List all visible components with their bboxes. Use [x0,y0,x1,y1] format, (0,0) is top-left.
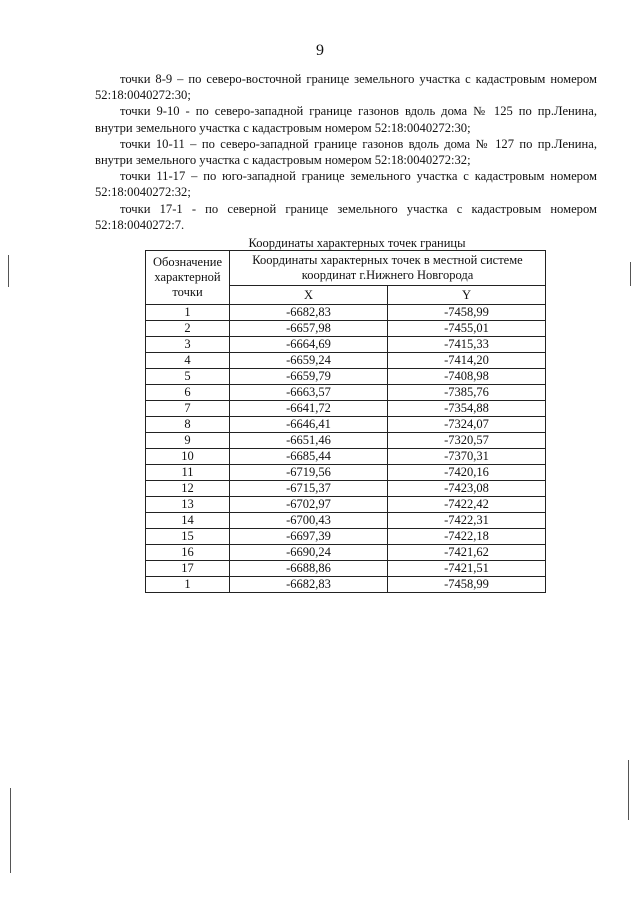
table-row [146,305,546,321]
y-cell: -7420,16 [387,465,545,481]
x-cell: -6688,86 [230,561,388,577]
x-cell: -6659,24 [230,353,388,369]
left-margin-mark [8,255,9,287]
point-cell: 14 [146,513,230,529]
y-cell: -7370,31 [387,449,545,465]
y-cell: -7354,88 [387,401,545,417]
y-cell: -7385,76 [387,385,545,401]
y-cell: -7422,42 [387,497,545,513]
table-row [146,353,546,369]
x-cell: -6700,43 [230,513,388,529]
table-row [146,481,546,497]
point-cell: 15 [146,529,230,545]
header-y: Y [387,286,545,305]
point-cell: 2 [146,321,230,337]
point-cell: 4 [146,353,230,369]
header-point: Обозначение характерной точки [146,251,230,305]
x-cell: -6719,56 [230,465,388,481]
paragraph-points-8-9: точки 8-9 – по северо-восточной границе земельного участка с кадастровым номером 52:18:0040272:30; [95,72,597,103]
y-cell: -7422,31 [387,513,545,529]
boundary-description [95,71,597,233]
paragraph-points-17-1: точки 17-1 - по северной границе земельного участка с кадастровым номером 52:18:0040272:7. [95,201,597,232]
table-row [146,417,546,433]
table-row [146,577,546,593]
x-cell: -6682,83 [230,577,388,593]
x-cell: -6664,69 [230,337,388,353]
y-cell: -7422,18 [387,529,545,545]
x-cell: -6697,39 [230,529,388,545]
point-cell: 11 [146,465,230,481]
table-row [146,529,546,545]
right-margin-mark [630,262,631,286]
x-cell: -6690,24 [230,545,388,561]
y-cell: -7414,20 [387,353,545,369]
x-cell: -6659,79 [230,369,388,385]
table-row [146,449,546,465]
x-cell: -6715,37 [230,481,388,497]
y-cell: -7415,33 [387,337,545,353]
point-cell: 9 [146,433,230,449]
point-cell: 10 [146,449,230,465]
header-coordinates: Координаты характерных точек в местной системе координат г.Нижнего Новгорода [230,251,546,286]
bottom-left-margin-mark [10,788,11,873]
coordinates-table [145,250,546,593]
point-cell: 7 [146,401,230,417]
table-row [146,465,546,481]
y-cell: -7408,98 [387,369,545,385]
y-cell: -7458,99 [387,305,545,321]
table-row [146,545,546,561]
table-row [146,337,546,353]
point-cell: 16 [146,545,230,561]
point-cell: 1 [146,305,230,321]
page-number: 9 [316,42,324,59]
y-cell: -7423,08 [387,481,545,497]
y-cell: -7455,01 [387,321,545,337]
point-cell: 1 [146,577,230,593]
paragraph-points-11-17: точки 11-17 – по юго-западной границе земельного участка с кадастровым номером 52:18:0040272:32; [95,169,597,200]
y-cell: -7421,62 [387,545,545,561]
table-row [146,401,546,417]
table-row [146,433,546,449]
x-cell: -6657,98 [230,321,388,337]
table-row [146,497,546,513]
table-row [146,321,546,337]
y-cell: -7320,57 [387,433,545,449]
table-row [146,385,546,401]
y-cell: -7421,51 [387,561,545,577]
bottom-right-margin-mark [628,760,629,820]
x-cell: -6702,97 [230,497,388,513]
x-cell: -6682,83 [230,305,388,321]
x-cell: -6663,57 [230,385,388,401]
y-cell: -7458,99 [387,577,545,593]
x-cell: -6646,41 [230,417,388,433]
table-row [146,369,546,385]
point-cell: 5 [146,369,230,385]
x-cell: -6685,44 [230,449,388,465]
table-row [146,513,546,529]
x-cell: -6641,72 [230,401,388,417]
point-cell: 12 [146,481,230,497]
point-cell: 17 [146,561,230,577]
point-cell: 6 [146,385,230,401]
header-x: X [230,286,388,305]
paragraph-points-10-11: точки 10-11 – по северо-западной границе газонов вдоль дома № 127 по пр.Ленина, внутри земельного участка с кадастровым номером 52:18:0040272:32; [95,136,597,168]
table-row [146,561,546,577]
point-cell: 3 [146,337,230,353]
y-cell: -7324,07 [387,417,545,433]
coordinates-table-body [146,305,546,593]
x-cell: -6651,46 [230,433,388,449]
paragraph-points-9-10: точки 9-10 - по северо-западной границе газонов вдоль дома № 125 по пр.Ленина, внутри земельного участка с кадастровым номером 52:18:0040272:30; [95,104,597,135]
point-cell: 13 [146,497,230,513]
table-caption: Координаты характерных точек границы [248,236,466,250]
point-cell: 8 [146,417,230,433]
